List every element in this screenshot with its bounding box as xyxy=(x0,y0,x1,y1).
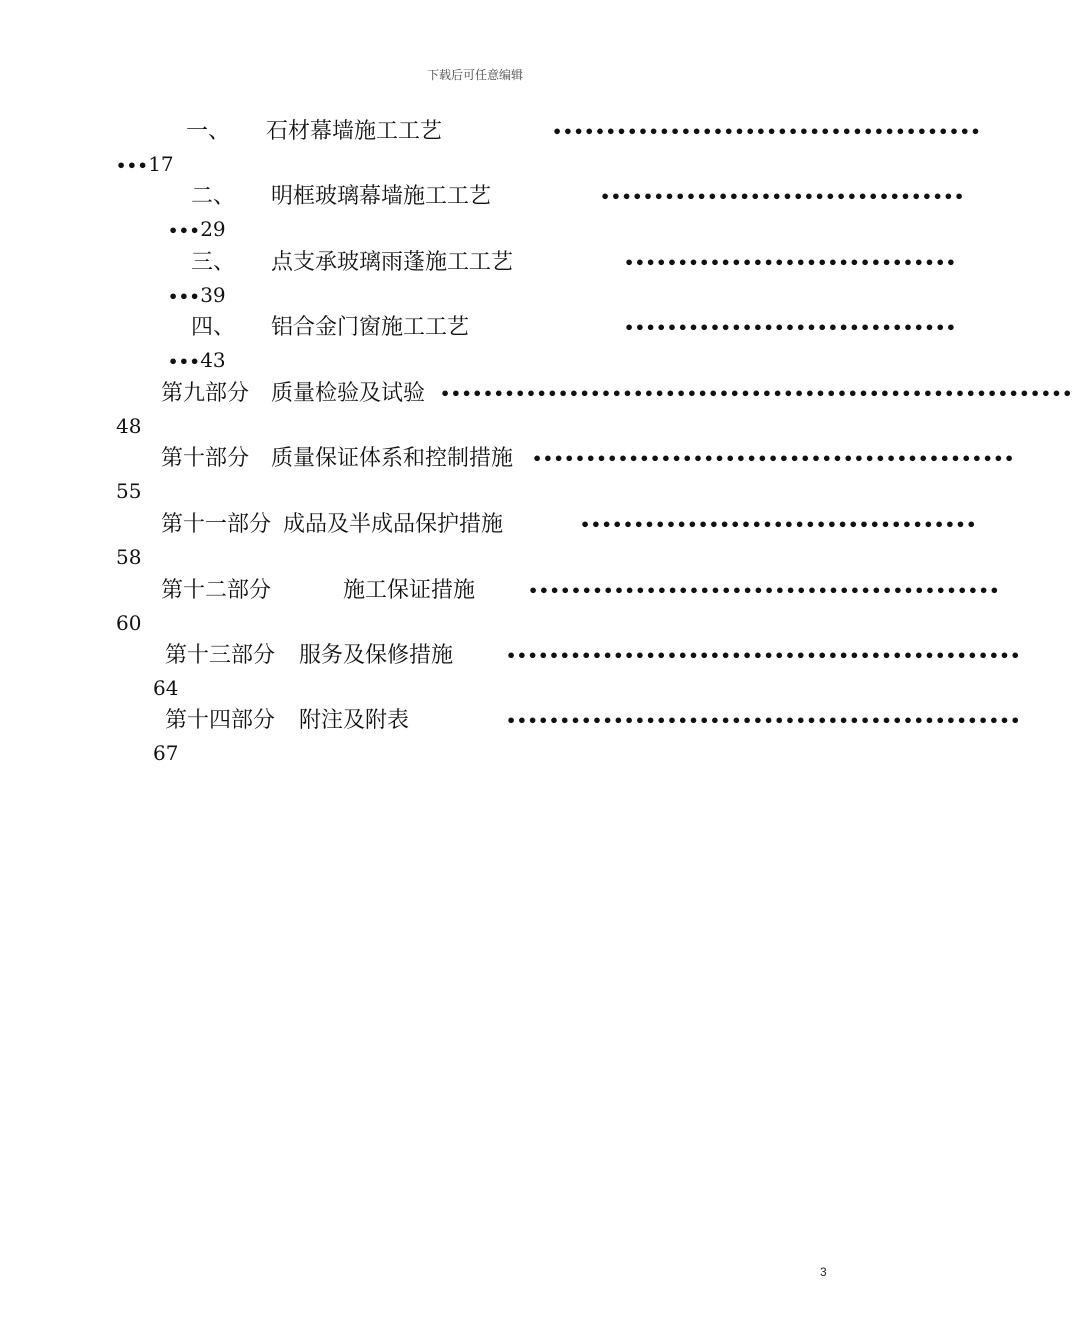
leader-dots: •••••••••••••••••••••••••••••••••••••••• xyxy=(552,122,982,141)
leader-dots: •••••••••••••••••••••••••••••••••••••••••••••••• xyxy=(506,711,1021,730)
toc-entry-page xyxy=(153,741,178,765)
toc-entry[interactable] xyxy=(161,511,503,539)
toc-entry-number: 二、 xyxy=(191,184,236,209)
toc-leader xyxy=(506,707,1021,735)
toc-page-number: 58 xyxy=(116,545,142,569)
toc-entry-title: 石材幕墙施工工艺 xyxy=(266,119,443,144)
toc-entry-number: 一、 xyxy=(186,119,231,144)
leader-dots: •••••••••••••••••••••••••••••••••••••••••••••••• xyxy=(506,646,1021,665)
leader-dots: ••••••••••••••••••••••••••••••••••••• xyxy=(580,515,977,534)
leader-dots: ••••••••••••••••••••••••••••••••••••••••••••• xyxy=(532,449,1015,468)
toc-entry-page xyxy=(168,283,226,307)
toc-page-number: 60 xyxy=(116,611,142,635)
toc-entry-number: 第十部分 xyxy=(161,446,250,471)
toc-page-number: 55 xyxy=(116,479,142,503)
toc-entry-title: 服务及保修措施 xyxy=(299,643,454,668)
toc-entry[interactable] xyxy=(191,183,491,211)
leader-dots: •••••••••••••••••••••••••••••••••••••••••••• xyxy=(528,581,1000,600)
toc-entry-page xyxy=(116,479,141,503)
toc-entry[interactable] xyxy=(191,249,513,277)
toc-entry-title: 成品及半成品保护措施 xyxy=(283,512,504,537)
toc-page-number: 64 xyxy=(153,676,179,700)
toc-page-number: 48 xyxy=(116,414,142,438)
toc-entry-title: 明框玻璃幕墙施工工艺 xyxy=(271,184,492,209)
toc-entry-number: 第十二部分 xyxy=(161,578,272,603)
leader-dots: ••••••••••••••••••••••••••••••• xyxy=(624,253,957,272)
toc-page-number: 39 xyxy=(200,283,226,307)
leader-dots: •••••••••••••••••••••••••••••••••• xyxy=(600,187,965,206)
toc-entry-title: 点支承玻璃雨蓬施工工艺 xyxy=(271,250,514,275)
toc-entry-page xyxy=(153,676,178,700)
toc-entry[interactable] xyxy=(161,445,513,473)
toc-entry-title: 质量保证体系和控制措施 xyxy=(271,446,514,471)
toc-entry-title: 质量检验及试验 xyxy=(271,381,426,406)
toc-entry-title: 施工保证措施 xyxy=(343,578,476,603)
toc-leader xyxy=(600,183,965,211)
toc-leader xyxy=(624,249,957,277)
page-leader: ••• xyxy=(168,287,201,306)
toc-entry-number: 三、 xyxy=(191,250,236,275)
leader-dots: ••••••••••••••••••••••••••••••••••••••••••••••••••••••••••• xyxy=(440,384,1073,403)
toc-leader xyxy=(532,445,1015,473)
toc-page-number: 17 xyxy=(148,152,174,176)
toc-entry[interactable] xyxy=(186,118,442,146)
toc-entry-page xyxy=(116,611,141,635)
toc-entry-page xyxy=(168,348,226,372)
toc-entry-page xyxy=(116,545,141,569)
page-header: 下载后可任意编辑 xyxy=(426,68,523,82)
toc-entry[interactable] xyxy=(191,314,469,342)
toc-leader xyxy=(506,642,1021,670)
toc-entry-number: 第十四部分 xyxy=(165,708,276,733)
toc-leader xyxy=(624,314,957,342)
page-number: 3 xyxy=(820,1265,827,1279)
toc-entry-number: 第九部分 xyxy=(161,381,250,406)
toc-leader xyxy=(552,118,982,146)
toc-page-number: 43 xyxy=(200,348,226,372)
toc-entry[interactable] xyxy=(165,642,453,670)
toc-leader xyxy=(440,380,1073,408)
toc-entry[interactable] xyxy=(161,380,425,408)
page-leader: ••• xyxy=(116,156,149,175)
toc-leader xyxy=(528,577,1000,605)
toc-leader xyxy=(580,511,977,539)
toc-entry-number: 第十一部分 xyxy=(161,512,272,537)
toc-entry-page xyxy=(168,217,226,241)
page-leader: ••• xyxy=(168,221,201,240)
toc-entry[interactable] xyxy=(161,577,475,605)
toc-entry-title: 附注及附表 xyxy=(299,708,410,733)
toc-entry-number: 四、 xyxy=(191,315,236,340)
toc-entry-title: 铝合金门窗施工工艺 xyxy=(271,315,470,340)
page-leader: ••• xyxy=(168,352,201,371)
toc-entry[interactable] xyxy=(165,707,409,735)
toc-entry-page xyxy=(116,152,174,176)
toc-entry-number: 第十三部分 xyxy=(165,643,276,668)
toc-page-number: 29 xyxy=(200,217,226,241)
toc-entry-page xyxy=(116,414,141,438)
toc-page-number: 67 xyxy=(153,741,179,765)
leader-dots: ••••••••••••••••••••••••••••••• xyxy=(624,318,957,337)
